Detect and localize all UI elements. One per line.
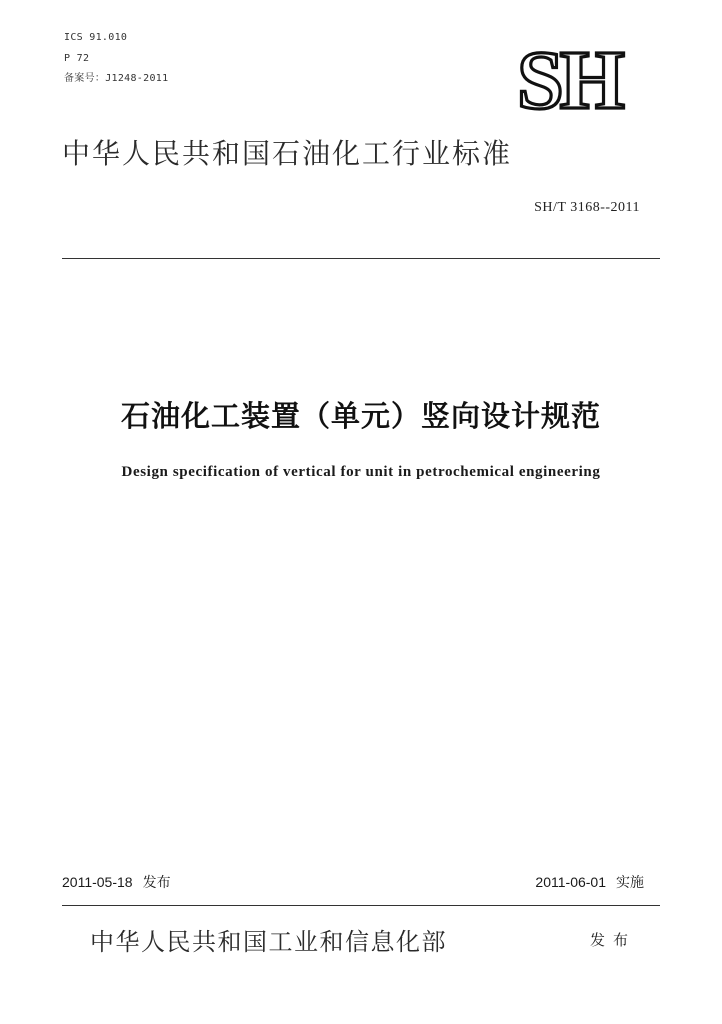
- issue-date-label: 发布: [142, 875, 171, 891]
- issuing-authority: 中华人民共和国工业和信息化部: [90, 928, 447, 956]
- industry-standard-title: 中华人民共和国石油化工行业标准: [62, 137, 513, 170]
- document-title-cn: 石油化工装置（单元）竖向设计规范: [120, 399, 601, 433]
- sh-logo: [496, 42, 642, 116]
- document-title-en: Design specification of vertical for unit in petrochemical engineering: [121, 464, 601, 480]
- issuing-action: 发布: [590, 931, 637, 949]
- implement-date: 2011-06-01: [535, 874, 606, 890]
- record-number: 备案号：J1248-2011: [64, 73, 169, 84]
- standard-number: SH/T 3168--2011: [534, 200, 640, 215]
- implement-date-label: 实施: [616, 875, 644, 891]
- ics-code: ICS 91.010: [64, 32, 128, 43]
- bottom-divider: [62, 905, 660, 906]
- top-divider: [62, 258, 660, 259]
- implement-date-line: [535, 872, 644, 892]
- issue-date: 2011-05-18: [62, 874, 133, 890]
- category-code: P 72: [64, 53, 90, 64]
- issue-date-line: [62, 872, 171, 892]
- sh-logo-text: SH: [516, 42, 622, 116]
